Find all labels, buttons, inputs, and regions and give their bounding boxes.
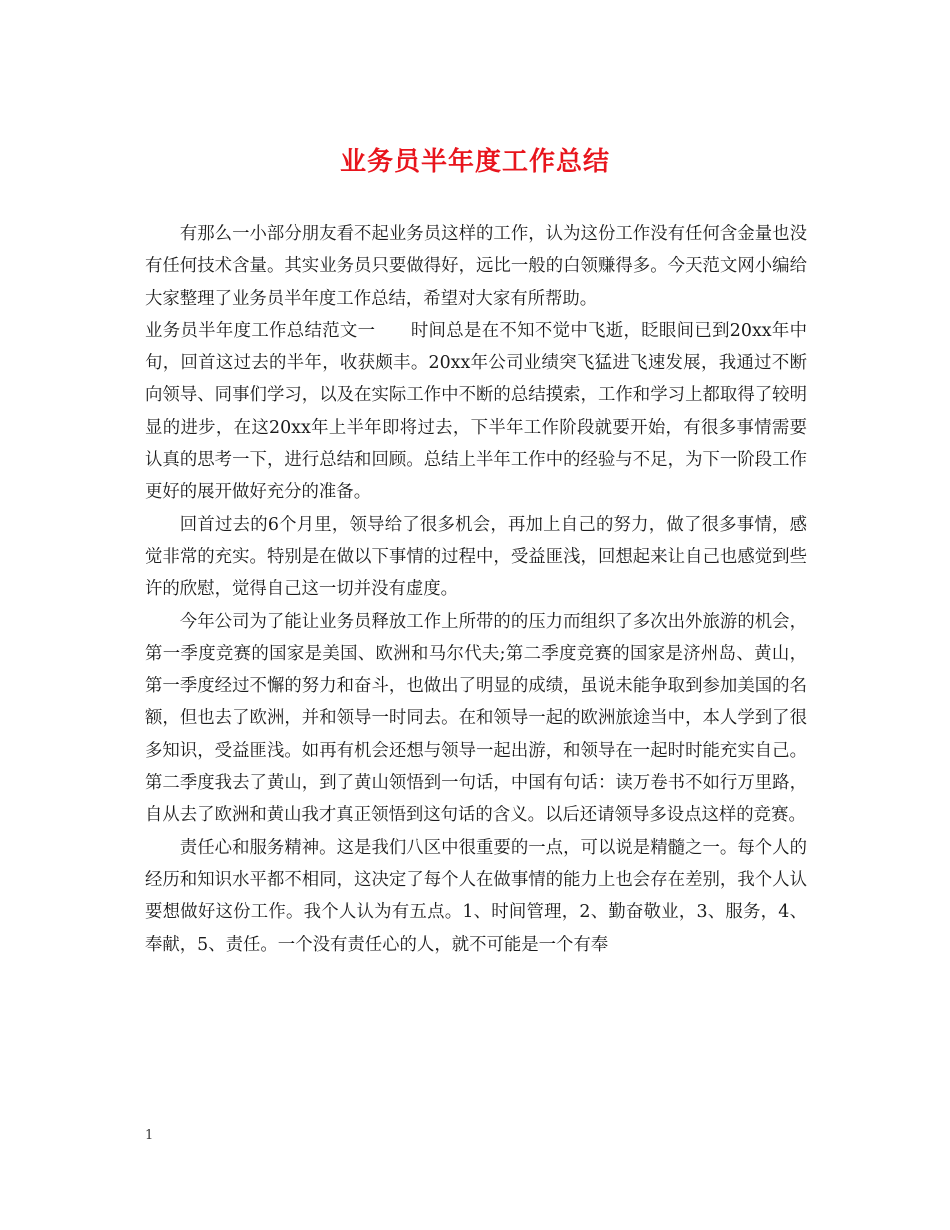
document-title: 业务员半年度工作总结 xyxy=(339,147,610,177)
paragraph-review: 回首过去的6个月里，领导给了很多机会，再加上自己的努力，做了很多事情，感觉非常的充实。特别是在做以下事情的过程中，受益匪浅，回想起来让自己也感觉到些许的欣慰，觉得自己这一切并没有虚度。 xyxy=(145,514,807,600)
paragraph-intro: 有那么一小部分朋友看不起业务员这样的工作，认为这份工作没有任何含金量也没有任何技术含量。其实业务员只要做得好，远比一般的白领赚得多。今天范文网小编给大家整理了业务员半年度工作总结，希望对大家有所帮助。 xyxy=(145,224,807,309)
paragraph-travel: 今年公司为了能让业务员释放工作上所带的的压力而组织了多次出外旅游的机会，第一季度竞赛的国家是美国、欧洲和马尔代夫;第二季度竞赛的国家是济州岛、黄山，第一季度经过不懈的努力和奋斗，也做出了明显的成绩，虽说未能争取到参加美国的名额，但也去了欧洲，并和领导一时同去。在和领导一起的欧洲旅途当中，本人学到了很多知识，受益匪浅。如再有机会还想与领导一起出游，和领导在一起时时能充实自己。第二季度我去了黄山，到了黄山领悟到一句话，中国有句话：读万卷书不如行万里路，自从去了欧洲和黄山我才真正领悟到这句话的含义。以后还请领导多设点这样的竞赛。 xyxy=(145,611,807,826)
document-body xyxy=(145,218,807,961)
paragraph-sample-one: 业务员半年度工作总结范文一 时间总是在不知不觉中飞逝，眨眼间已到20xx年中旬，回首这过去的半年，收获颇丰。20xx年公司业绩突飞猛进飞速发展，我通过不断向领导、同事们学习，以及在实际工作中不断的总结摸索，工作和学习上都取得了较明显的进步，在这20xx年上半年即将过去，下半年工作阶段就要开始，有很多事情需要认真的思考一下，进行总结和回顾。总结上半年工作中的经验与不足，为下一阶段工作更好的展开做好充分的准备。 xyxy=(145,320,807,503)
page-number: 1 xyxy=(145,1128,154,1143)
paragraph-responsibility: 责任心和服务精神。这是我们八区中很重要的一点，可以说是精髓之一。每个人的经历和知识水平都不相同，这决定了每个人在做事情的能力上也会存在差别，我个人认要想做好这份工作。我个人认为有五点。1、时间管理，2、勤奋敬业，3、服务，4、奉献，5、责任。一个没有责任心的人，就不可能是一个有奉 xyxy=(145,837,807,955)
